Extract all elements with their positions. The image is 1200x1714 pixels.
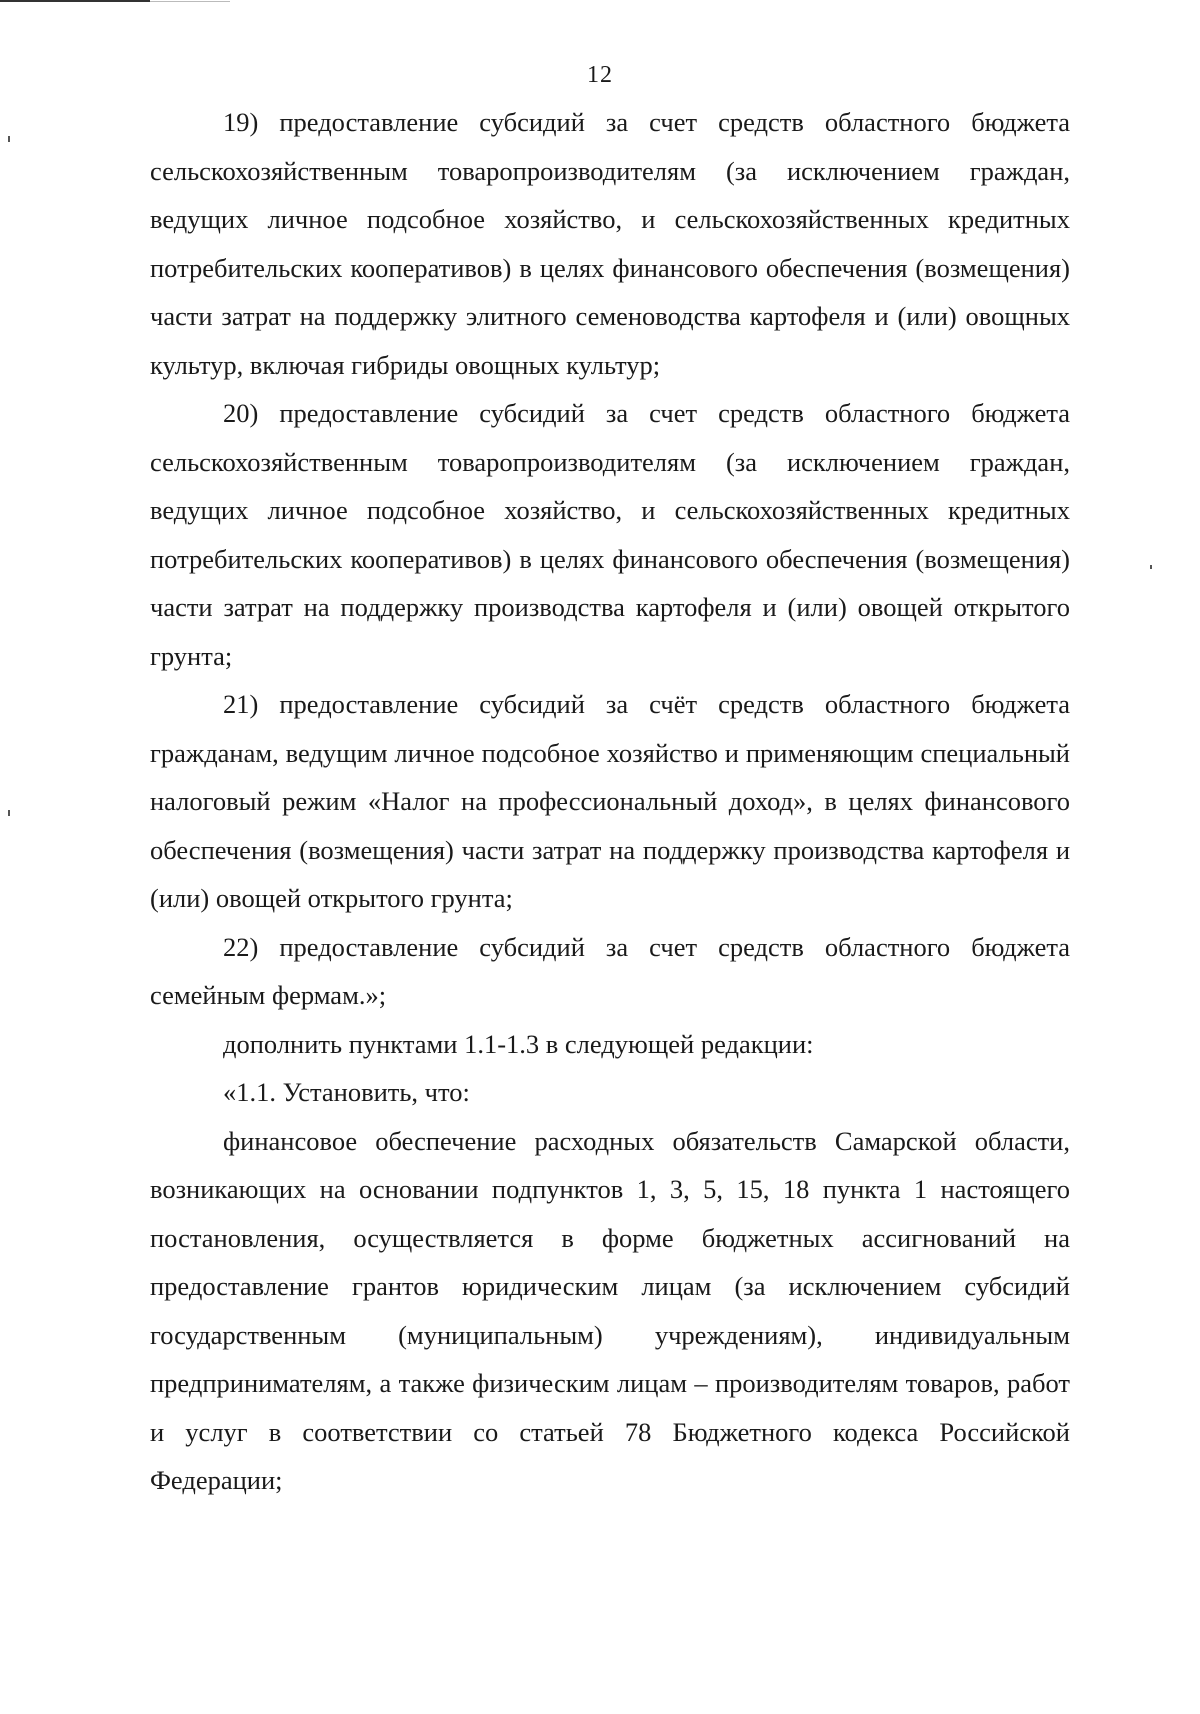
paragraph-clause-1-1: «1.1. Установить, что:	[223, 1077, 470, 1107]
paragraph-item-22: 22) предоставление субсидий за счет средств областного бюджета семейным фермам.»;	[150, 931, 1070, 1010]
paragraph-financing-provision: финансовое обеспечение расходных обязательств Самарской области, возникающих на основании подпунктов 1, 3, 5, 15, 18 пункта 1 настоящего постановления, осуществляется в форме бюджетных ассигнований на предоставление грантов юридическим лицам (за исключением субсидий государственным (муниципальным) учреждениям), индивидуальным предпринимателям, а также физическим лицам – производителям товаров, работ и услуг в соответствии со статьей 78 Бюджетного кодекса Российской Федерации;	[150, 1125, 1070, 1495]
document-body	[150, 98, 1070, 1505]
paragraph-item-20: 20) предоставление субсидий за счет средств областного бюджета сельскохозяйственным товаропроизводителям (за исключением граждан, ведущих личное подсобное хозяйство, и сельскохозяйственных кредитных потребительских кооперативов) в целях финансового обеспечения (возмещения) части затрат на поддержку производства картофеля и (или) овощей открытого грунта;	[150, 398, 1070, 671]
margin-mark-left	[8, 136, 10, 142]
scan-edge-line	[0, 0, 150, 2]
page-number: 12	[587, 62, 613, 88]
scan-edge-line-faint	[150, 1, 230, 2]
margin-mark-right	[1150, 565, 1152, 569]
paragraph-item-21: 21) предоставление субсидий за счёт средств областного бюджета гражданам, ведущим личное подсобное хозяйство и применяющим специальный налоговый режим «Налог на профессиональный доход», в целях финансового обеспечения (возмещения) части затрат на поддержку производства картофеля и (или) овощей открытого грунта;	[150, 689, 1070, 913]
paragraph-amendment-intro: дополнить пунктами 1.1-1.3 в следующей редакции:	[223, 1028, 814, 1059]
paragraph-item-19: 19) предоставление субсидий за счет средств областного бюджета сельскохозяйственным товаропроизводителям (за исключением граждан, ведущих личное подсобное хозяйство, и сельскохозяйственных кредитных потребительских кооперативов) в целях финансового обеспечения (возмещения) части затрат на поддержку элитного семеноводства картофеля и (или) овощных культур, включая гибриды овощных культур;	[150, 107, 1070, 380]
margin-mark-left	[8, 810, 10, 816]
